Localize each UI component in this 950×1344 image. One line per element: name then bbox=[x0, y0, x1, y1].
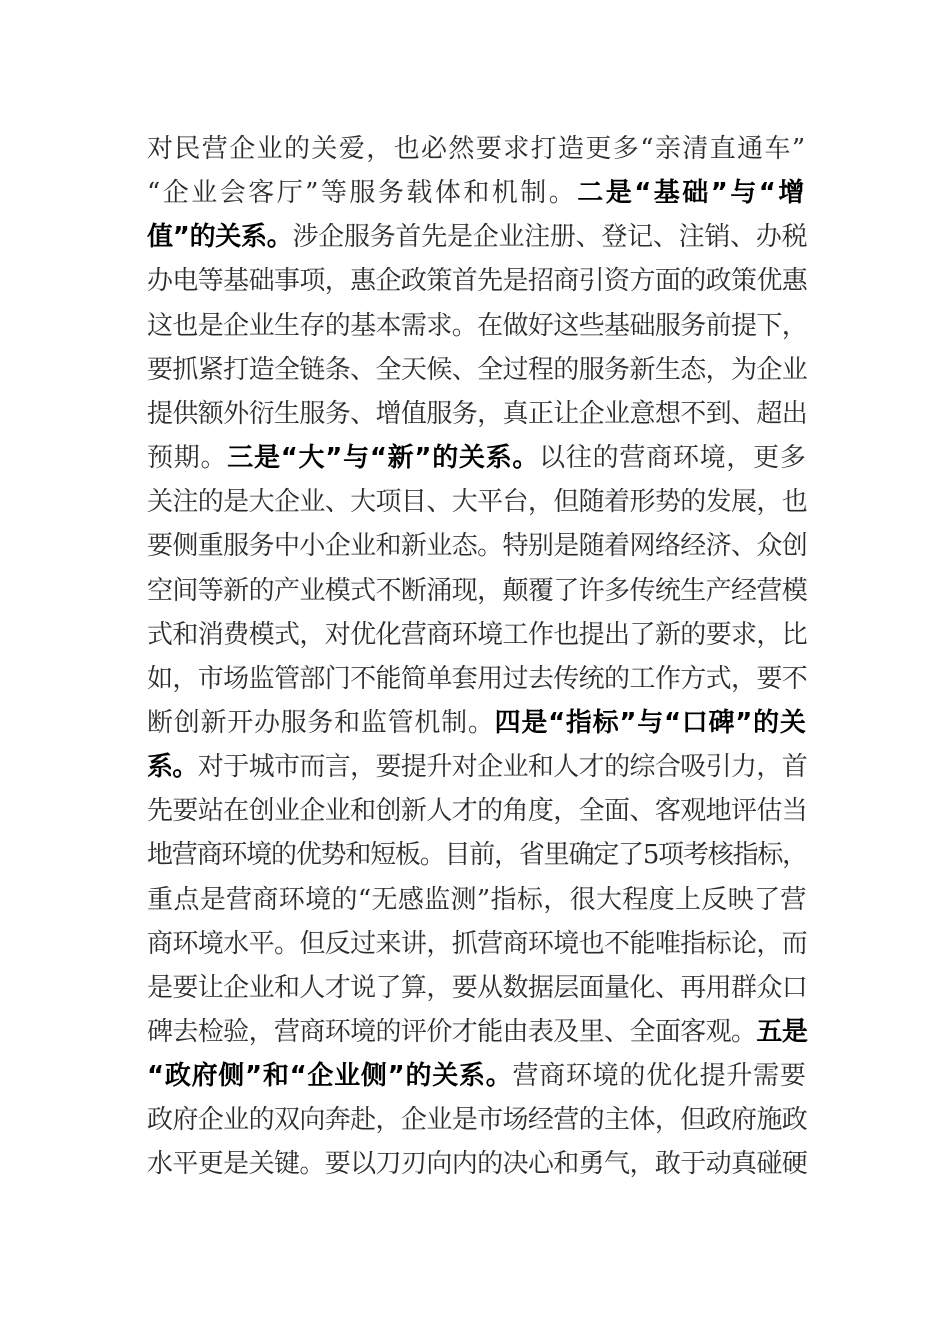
text-line bbox=[147, 524, 807, 568]
body-text: 提供额外衍生服务、增值服务，真正让企业意想不到、超出 bbox=[147, 398, 808, 429]
text-line bbox=[147, 127, 807, 171]
text-line bbox=[147, 1142, 807, 1186]
body-text: 是要让企业和人才说了算，要从数据层面量化、再用群众口 bbox=[147, 972, 808, 1003]
text-line bbox=[147, 1010, 807, 1054]
text-line bbox=[147, 480, 807, 524]
body-text: 关注的是大企业、大项目、大平台，但随着形势的发展，也 bbox=[147, 487, 808, 518]
bold-heading-text: 三是“大”与“新”的关系。 bbox=[227, 443, 540, 474]
body-text: 式和消费模式，对优化营商环境工作也提出了新的要求，比 bbox=[147, 619, 808, 650]
text-line bbox=[147, 259, 807, 303]
text-line bbox=[147, 1054, 807, 1098]
body-text: 地营商环境的优势和短板。目前，省里确定了5项考核指标， bbox=[147, 840, 807, 871]
text-line bbox=[147, 833, 807, 877]
body-text: “企业会客厅”等服务载体和机制。 bbox=[147, 178, 578, 209]
text-line bbox=[147, 215, 807, 259]
text-line bbox=[147, 657, 807, 701]
text-line bbox=[147, 922, 807, 966]
text-line bbox=[147, 701, 807, 745]
bold-heading-text: 四是“指标”与“口碑”的关 bbox=[494, 707, 807, 738]
body-text: 营商环境的优化提升需要 bbox=[512, 1061, 807, 1092]
body-text: 碑去检验，营商环境的评价才能由表及里、全面客观。 bbox=[147, 1017, 757, 1047]
text-line bbox=[147, 171, 807, 215]
text-line bbox=[147, 789, 807, 833]
text-line bbox=[147, 745, 807, 789]
body-text: 如，市场监管部门不能简单套用过去传统的工作方式，要不 bbox=[147, 663, 808, 694]
body-text: 商环境水平。但反过来讲，抓营商环境也不能唯指标论，而 bbox=[147, 928, 808, 959]
text-line bbox=[147, 878, 807, 922]
text-line bbox=[147, 392, 807, 436]
body-text: 水平更是关键。要以刀刃向内的决心和勇气，敢于动真碰硬 bbox=[147, 1149, 808, 1180]
bold-heading-text: 值”的关系。 bbox=[147, 222, 293, 253]
text-line bbox=[147, 348, 807, 392]
body-text: 空间等新的产业模式不断涌现，颠覆了许多传统生产经营模 bbox=[147, 575, 808, 606]
body-text: 要抓紧打造全链条、全天候、全过程的服务新生态，为企业 bbox=[147, 354, 808, 385]
text-line bbox=[147, 966, 807, 1010]
body-text: 对于城市而言，要提升对企业和人才的综合吸引力，首 bbox=[197, 752, 808, 783]
body-text: 以往的营商环境，更多 bbox=[539, 443, 807, 474]
text-line bbox=[147, 304, 807, 348]
body-text: 对民营企业的关爱，也必然要求打造更多“亲清直通车” bbox=[147, 134, 807, 164]
body-text: 预期。 bbox=[147, 443, 228, 474]
text-line bbox=[147, 613, 807, 657]
body-text: 涉企服务首先是企业注册、登记、注销、办税 bbox=[292, 222, 808, 253]
body-text: 这也是企业生存的基本需求。在做好这些基础服务前提下， bbox=[147, 310, 808, 341]
text-line bbox=[147, 569, 807, 613]
body-text: 断创新开办服务和监管机制。 bbox=[147, 707, 495, 738]
body-text: 政府企业的双向奔赴，企业是市场经营的主体，但政府施政 bbox=[147, 1105, 808, 1136]
body-text: 办电等基础事项，惠企政策首先是招商引资方面的政策优惠 bbox=[147, 266, 808, 297]
body-text: 重点是营商环境的“无感监测”指标，很大程度上反映了营 bbox=[147, 884, 807, 915]
bold-heading-text: 二是“基础”与“增 bbox=[577, 178, 807, 209]
body-text: 要侧重服务中小企业和新业态。特别是随着网络经济、众创 bbox=[147, 531, 808, 562]
bold-heading-text: 五是 bbox=[756, 1017, 808, 1047]
text-line bbox=[147, 436, 807, 480]
bold-heading-text: “政府侧”和“企业侧”的关系。 bbox=[147, 1061, 513, 1092]
body-text: 先要站在创业企业和创新人才的角度，全面、客观地评估当 bbox=[147, 796, 808, 827]
text-line bbox=[147, 1098, 807, 1142]
bold-heading-text: 系。 bbox=[147, 752, 198, 783]
